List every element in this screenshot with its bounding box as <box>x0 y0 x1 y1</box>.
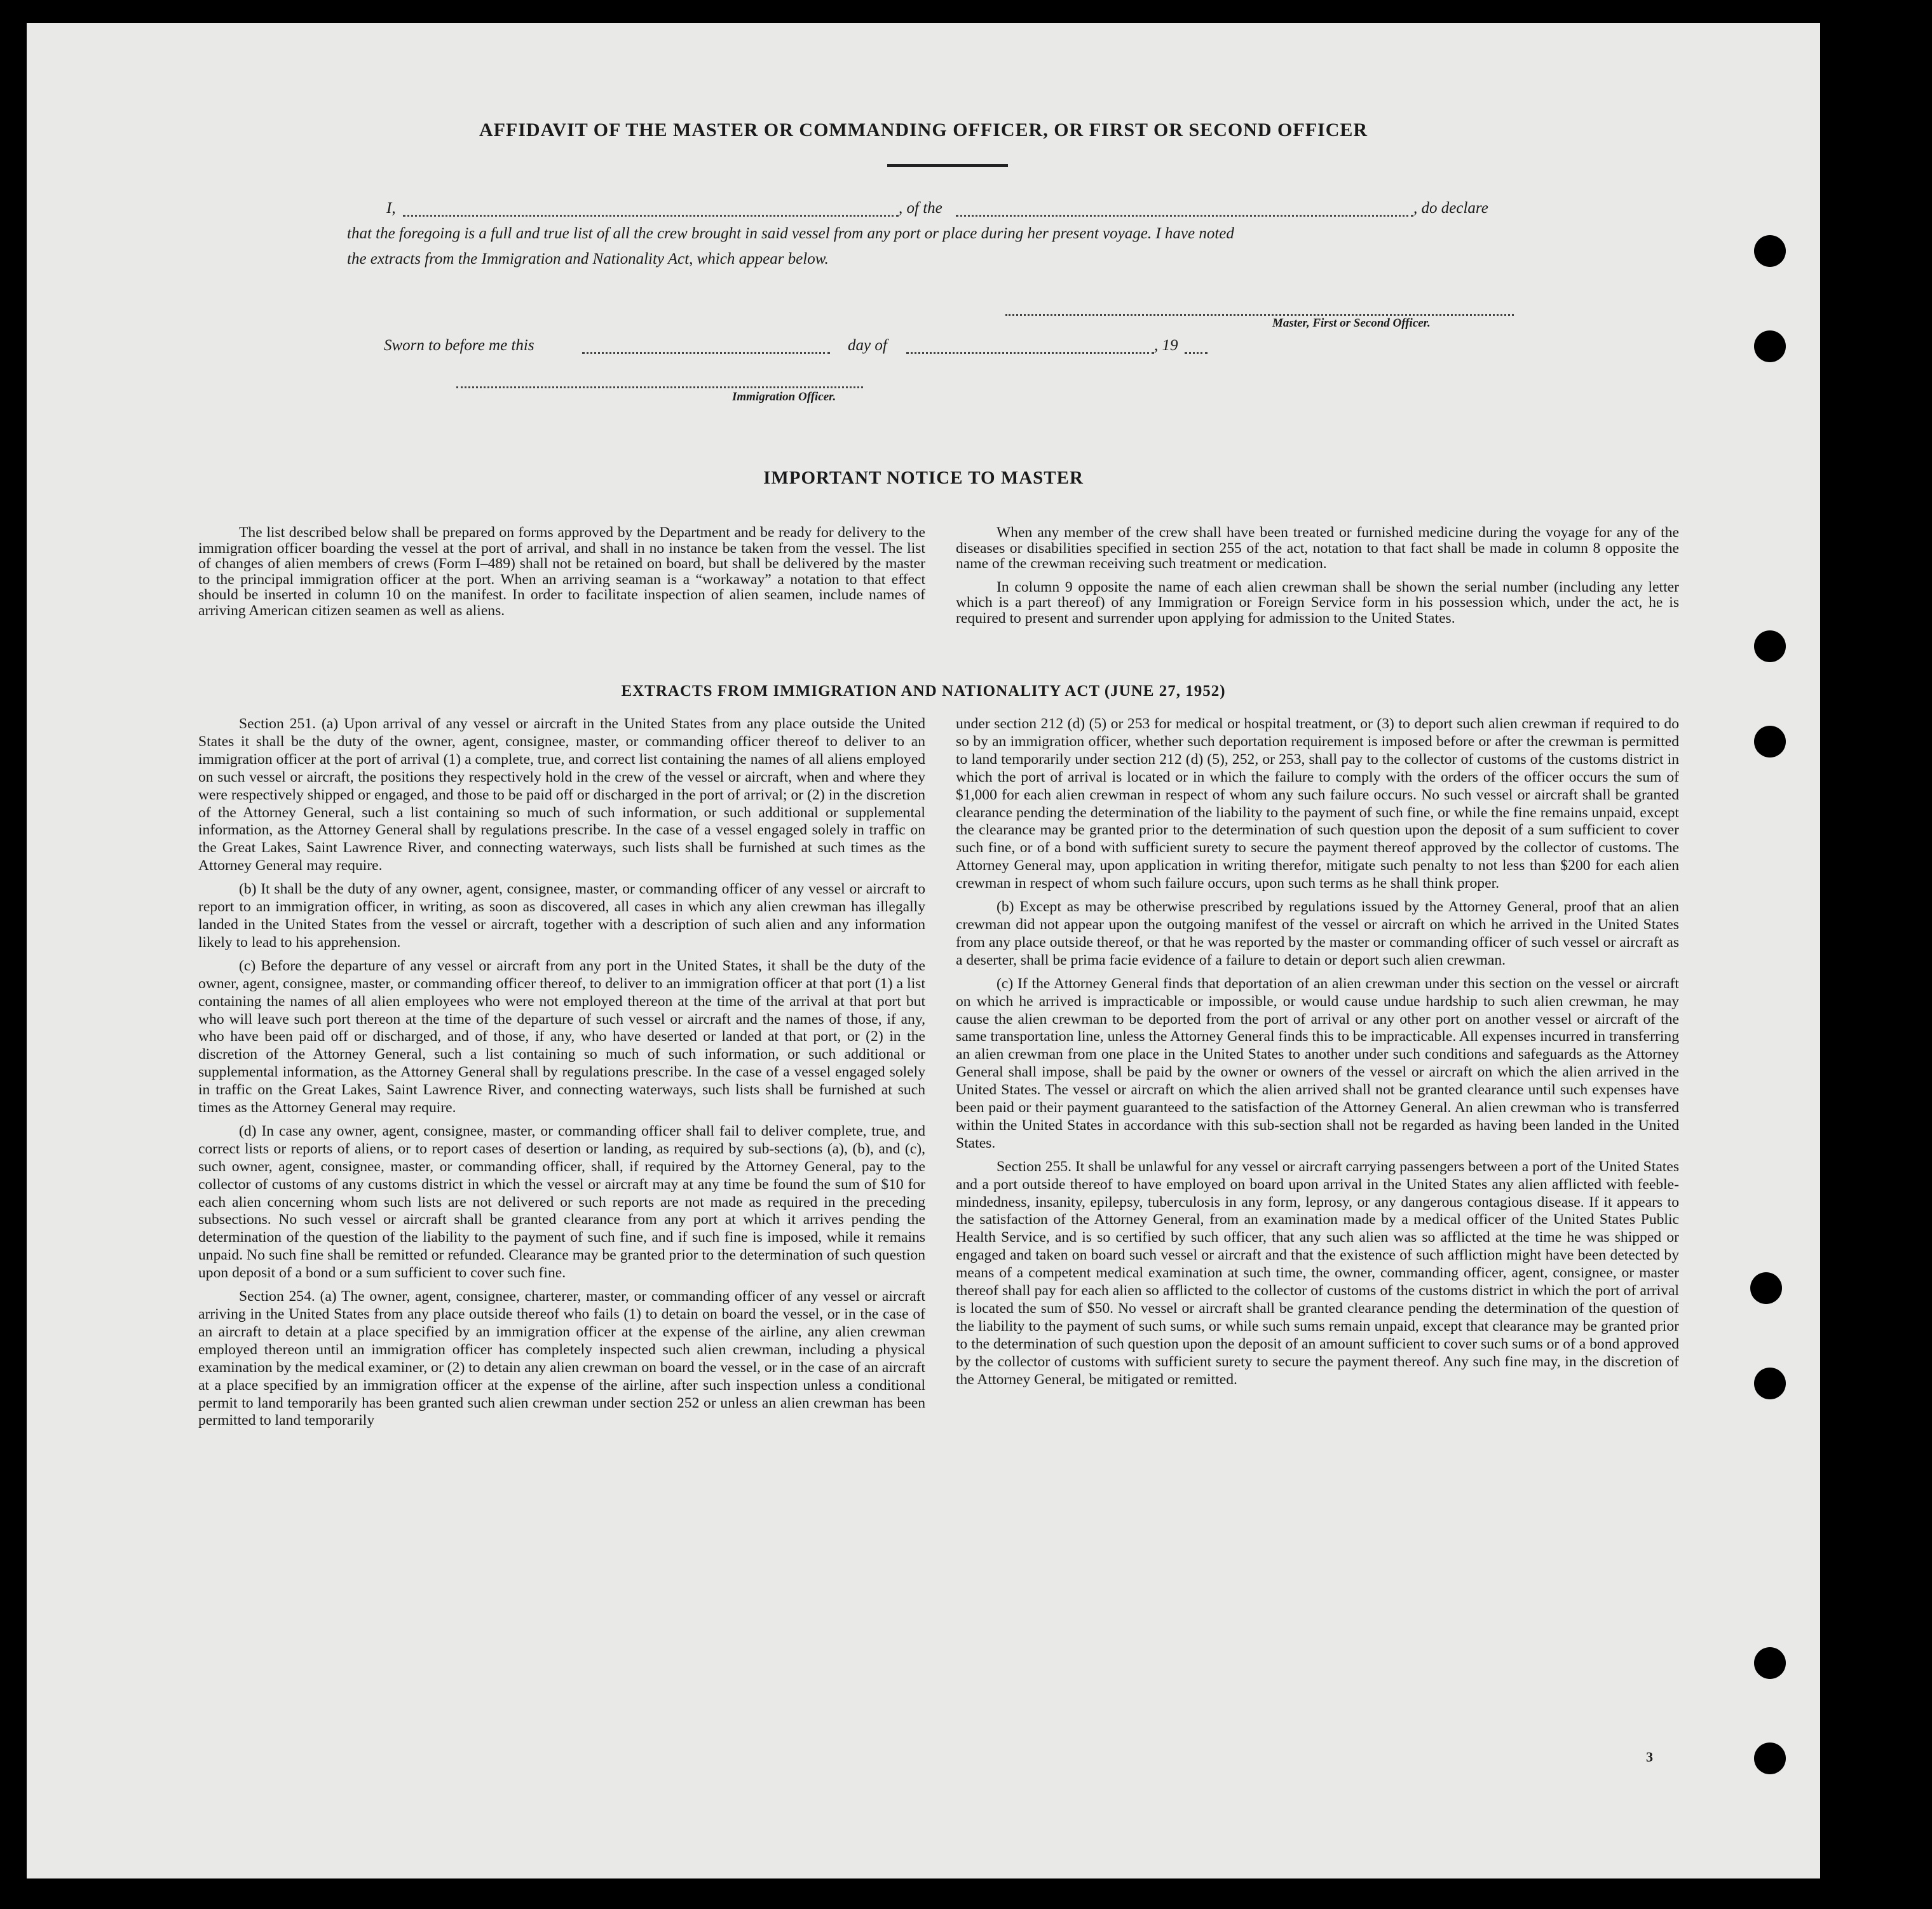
declaration-line-2: that the foregoing is a full and true list of all the crew brought in said vessel from any port or place during her present voyage. I have noted <box>347 225 1234 242</box>
punch-hole <box>1754 726 1786 757</box>
extracts-heading: EXTRACTS FROM IMMIGRATION AND NATIONALITY ACT (JUNE 27, 1952) <box>621 683 1226 700</box>
page-number: 3 <box>1646 1749 1653 1765</box>
vessel-field-line[interactable] <box>956 215 1413 217</box>
notice-right-column <box>956 525 1679 634</box>
name-field-line[interactable] <box>403 215 899 217</box>
notice-right-paragraph-2: In column 9 opposite the name of each alien crewman shall be shown the serial number (including any letter which is a part thereof) of any Immigration or Foreign Service form in his possession which, under the act, he is required to present and surrender upon applying for admission to the United States. <box>956 578 1679 627</box>
affidavit-title: AFFIDAVIT OF THE MASTER OR COMMANDING OFFICER, OR FIRST OR SECOND OFFICER <box>479 119 1368 140</box>
title-underline <box>887 164 1008 167</box>
section-251-b: (b) It shall be the duty of any owner, agent, consignee, master, or commanding officer of any vessel or aircraft to report to an immigration officer, in writing, as soon as discovered, all cases in which any alien crewman has illegally landed in the United States from the vessel or aircraft, together with a description of such alien and any information likely to lead to his apprehension. <box>198 881 925 951</box>
notice-right-paragraph-1: When any member of the crew shall have been treated or furnished medicine during the voyage for any of the diseases or disabilities specified in section 255 of the act, notation to that fact shall be made in column 8 opposite the name of the crewman receiving such treatment or medication. <box>956 524 1679 573</box>
section-254-a-continued: under section 212 (d) (5) or 253 for medical or hospital treatment, or (3) to deport such alien crewman if required to do so by an immigration officer, whether such deportation requirement is imposed before or after the crewman is permitted to land temporarily under section 212 (d) (5), 252, or 253, shall pay to the collector of customs of the customs district in which the port of arrival is located or in which the failure to comply with the orders of the officer occurs the sum of $1,000 for each alien crewman in respect of whom any such failure occurs. No such vessel or aircraft shall be granted clearance pending the determination of the liability to the payment of such fine, or while the fine remains unpaid, except the clearance may be granted prior to the determination of such question upon the deposit of a sum sufficient to cover such fine, or of a bond with sufficient surety to secure the payment thereof approved by the collector of customs. The Attorney General may, upon application in writing therefor, mitigate such penalty to not less than $200 for each alien crewman in respect of whom such failure occurs, upon such terms as he shall think proper. <box>956 716 1679 892</box>
punch-hole <box>1750 1272 1782 1304</box>
section-254-a: Section 254. (a) The owner, agent, consignee, charterer, master, or commanding officer of any vessel or aircraft arriving in the United States from any place outside thereof who fails (1) to detain on board the vessel, or in the case of an aircraft to detain at a place specified by an immigration officer at the expense of the airline, any alien crewman employed thereon until an immigration officer has completely inspected such alien crewman, including a physical examination by the medical examiner, or (2) to detain any alien crewman on board the vessel, or in the case of an aircraft at a place specified by an immigration officer at the expense of the airline, after such inspection unless a conditional permit to land temporarily has been granted such alien crewman under section 252 or unless an alien crewman has been permitted to land temporarily <box>198 1288 925 1429</box>
sworn-day-line[interactable] <box>582 352 830 354</box>
declaration-do-declare: , do declare <box>1413 200 1488 217</box>
form-page <box>27 23 1820 1878</box>
punch-hole <box>1754 1368 1786 1399</box>
section-255: Section 255. It shall be unlawful for any vessel or aircraft carrying passengers between a port of the United States and a port outside thereof to have employed on board upon arrival in the United States any alien afflicted with feeble-mindedness, insanity, epilepsy, tuberculosis in any form, leprosy, or any dangerous contagious disease. If it appears to the satisfaction of the Attorney General, from an examination made by a medical officer of the United States Public Health Service, and is so certified by such officer, that any such alien was so afflicted at the time he was shipped or engaged and taken on board such vessel or aircraft and that the existence of such affliction might have been detected by means of a competent medical examination at such time, the owner, commanding officer, agent, consignee, or master thereof shall pay for each alien so afflicted to the collector of customs of the customs district in which the port of arrival is located the sum of $50. No vessel or aircraft shall be granted clearance pending the determination of the question of the liability to the payment of such sums, or while such sums remain unpaid, except that clearance may be granted prior to the determination of such question upon the deposit of an amount sufficient to cover such sums or of a bond approved by the collector of customs with sufficient surety to secure the payment thereof. Any such fine may, in the discretion of the Attorney General, be mitigated or remitted. <box>956 1158 1679 1388</box>
master-signature-line[interactable] <box>1005 314 1514 316</box>
punch-hole <box>1754 235 1786 267</box>
immigration-signature-line[interactable] <box>456 386 863 388</box>
extracts-left-column <box>198 716 925 1436</box>
master-caption: Master, First or Second Officer. <box>1272 316 1431 330</box>
sworn-year-line[interactable] <box>1185 352 1208 354</box>
declaration-i: I, <box>386 200 396 217</box>
extracts-right-column <box>956 716 1679 1395</box>
section-254-b: (b) Except as may be otherwise prescribed by regulations issued by the Attorney General, proof that an alien crewman did not appear upon the outgoing manifest of the vessel or aircraft on which he arrived in the United States from any place outside thereof, or that he was reported by the master or commanding officer of such vessel or aircraft as a deserter, shall be prima facie evidence of a failure to detain or deport such alien crewman. <box>956 899 1679 968</box>
punch-hole <box>1754 630 1786 662</box>
section-251-c: (c) Before the departure of any vessel or aircraft from any port in the United States, it shall be the duty of the owner, agent, consignee, master, or commanding officer thereof, to deliver to an immigration officer at that port (1) a list containing the names of all alien employees who were not employed thereon at the time of the arrival at that port but who will leave such port thereon at the time of the departure of such vessel or aircraft and the names of those, if any, who have been paid off or discharged, and of those, if any, who have deserted or landed at that port, or (2) in the discretion of the Attorney General, such a list containing so much of such information, or such additional or supplemental information, as the Attorney General shall by regulations prescribe. In the case of a vessel engaged solely in traffic on the Great Lakes, Saint Lawrence River, and connecting waterways, such lists shall be furnished at such times as the Attorney General may require. <box>198 957 925 1117</box>
declaration-line-3: the extracts from the Immigration and Nationality Act, which appear below. <box>347 250 829 268</box>
immigration-caption: Immigration Officer. <box>732 390 836 404</box>
sworn-year-prefix: , 19 <box>1154 337 1178 354</box>
sworn-month-line[interactable] <box>906 352 1154 354</box>
notice-heading: IMPORTANT NOTICE TO MASTER <box>763 468 1084 488</box>
notice-left-paragraph: The list described below shall be prepared on forms approved by the Department and be ready for delivery to the immigration officer boarding the vessel at the port of arrival, and shall in no instance be taken from the vessel. The list of changes of alien members of crews (Form I–489) shall not be retained on board, but shall be delivered by the master to the principal immigration officer at the port. When an arriving seaman is a “workaway” a notation to that effect should be inserted in column 10 on the manifest. In order to facilitate inspection of alien seamen, include names of arriving American citizen seamen as well as aliens. <box>198 524 925 619</box>
punch-hole <box>1754 1647 1786 1679</box>
section-254-c: (c) If the Attorney General finds that deportation of an alien crewman under this section on the vessel or aircraft on which he arrived is impracticable or impossible, or would cause undue hardship to such alien crewman, he may cause the alien crewman to be deported from the port of arrival or any other port on another vessel or aircraft of the same transportation line, unless the Attorney General finds this to be impracticable. All expenses incurred in transferring an alien crewman from one place in the United States to another under such conditions and safeguards as the Attorney General shall impose, shall be paid by the owner or owners of the vessel or aircraft on which the alien arrived in the United States. The vessel or aircraft on which the alien arrived shall not be granted clearance until such expenses have been paid or their payment guaranteed to the satisfaction of the Attorney General. An alien crewman who is transferred within the United States in accordance with this sub-section shall not be regarded as having been landed in the United States. <box>956 975 1679 1152</box>
notice-left-column <box>198 525 925 627</box>
punch-hole <box>1754 1743 1786 1774</box>
declaration-of-the: , of the <box>899 200 942 217</box>
sworn-day-of: day of <box>848 337 887 354</box>
sworn-prefix: Sworn to before me this <box>384 337 534 354</box>
section-251-d: (d) In case any owner, agent, consignee, master, or commanding officer shall fail to deliver complete, true, and correct lists or reports of aliens, or to report cases of desertion or landing, as required by sub-sections (a), (b), and (c), such owner, agent, consignee, master, or commanding officer, shall, if required by the Attorney General, pay to the collector of customs of any customs district in which the vessel or aircraft may at any time be found the sum of $10 for each alien concerning whom such lists are not delivered or such reports are not made as required in the preceding subsections. No such vessel or aircraft shall be granted clearance from any port at which it arrives pending the determination of the question of the liability to the payment of such fine, and if such fine is imposed, while it remains unpaid. No such fine shall be remitted or refunded. Clearance may be granted prior to the determination of such question upon deposit of a bond or a sum sufficient to cover such fine. <box>198 1122 925 1282</box>
punch-hole <box>1754 330 1786 362</box>
section-251-a: Section 251. (a) Upon arrival of any vessel or aircraft in the United States from any place outside the United States it shall be the duty of the owner, agent, consignee, master, or commanding officer thereof to deliver to an immigration officer at the port of arrival (1) a complete, true, and correct list containing the names of all aliens employed on such vessel or aircraft, the positions they respectively hold in the crew of the vessel or aircraft, when and where they were respectively shipped or engaged, and those to be paid off or discharged in the port of arrival; or (2) in the discretion of the Attorney General, such a list containing so much of such information, or such additional or supplemental information, as the Attorney General shall by regulations prescribe. In the case of a vessel engaged solely in traffic on the Great Lakes, Saint Lawrence River, and connecting waterways, such lists shall be furnished at such times as the Attorney General may require. <box>198 716 925 874</box>
